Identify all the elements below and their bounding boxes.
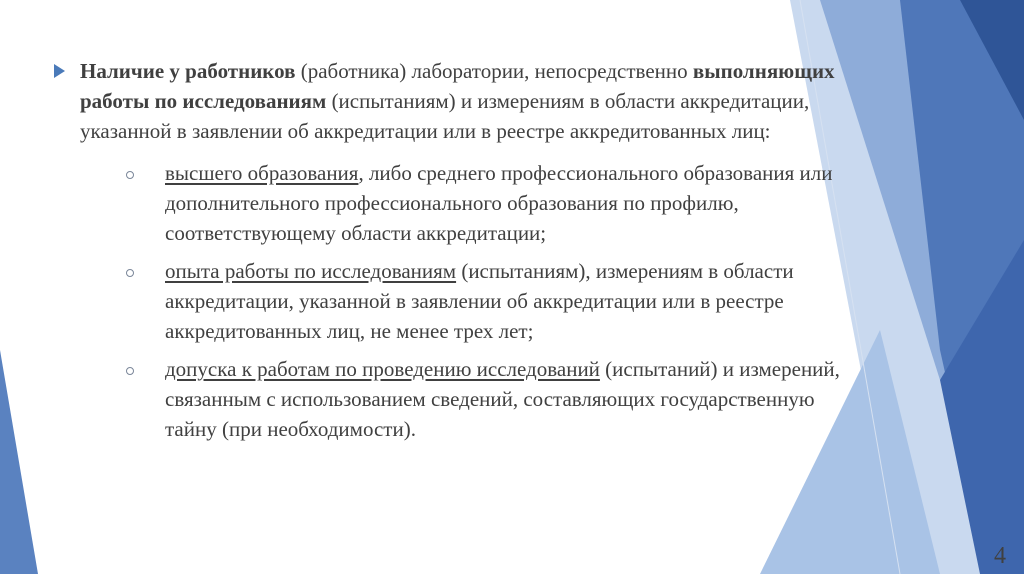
sub-item-text: (испытаниям), измерениям в области аккредитации, указанной в заявлении об аккредитации или в реестре аккредитованных лиц, не менее трех лет; xyxy=(165,259,794,343)
bold-text-1: Наличие у работников xyxy=(80,59,296,83)
sub-item-clearance xyxy=(54,354,854,444)
sub-item-experience xyxy=(54,256,854,346)
sub-item-underlined: высшего образования xyxy=(165,161,359,185)
page-number: 4 xyxy=(994,543,1006,569)
slide-content xyxy=(54,56,854,452)
sub-item-text: (испытаний) и измерений, связанным с использованием сведений, составляющих государственную тайну (при необходимости). xyxy=(165,357,840,441)
circle-bullet-icon xyxy=(126,171,134,179)
sub-item-underlined: опыта работы по исследованиям xyxy=(165,259,457,283)
text-1: (работника) лаборатории, непосредственно xyxy=(295,59,693,83)
bold-text-2: выполняющих работы по исследованиям xyxy=(80,59,835,113)
sub-list xyxy=(54,158,854,444)
left-accent-strip xyxy=(0,350,38,574)
arrow-bullet-icon xyxy=(54,64,65,78)
circle-bullet-icon xyxy=(126,367,134,375)
sub-item-underlined: допуска к работам по проведению исследований xyxy=(165,357,600,381)
circle-bullet-icon xyxy=(126,269,134,277)
sub-item-text: , либо среднего профессионального образования или дополнительного профессионального образования по профилю, соответствующему области аккредитации; xyxy=(165,161,833,245)
text-2: (испытаниям) и измерениям в области аккредитации, указанной в заявлении об аккредитации или в реестре аккредитованных лиц: xyxy=(80,89,810,143)
main-bullet xyxy=(54,56,854,146)
sub-item-education xyxy=(54,158,854,248)
